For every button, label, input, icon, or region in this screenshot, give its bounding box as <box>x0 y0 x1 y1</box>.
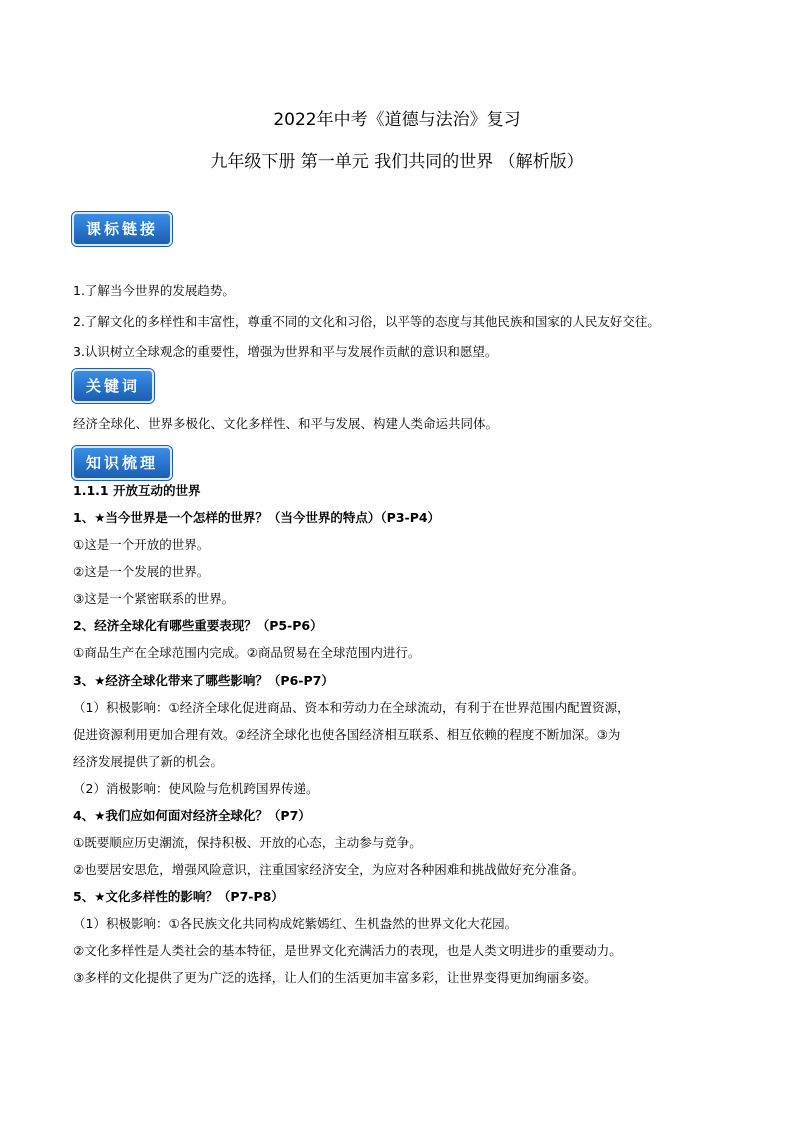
answer-line: ①这是一个开放的世界。 <box>73 537 210 552</box>
section-badge-guanjianci: 关键词 <box>72 369 154 403</box>
kebiao-item: 3.认识树立全球观念的重要性，增强为世界和平与发展作贡献的意识和愿望。 <box>73 344 498 359</box>
keywords-text: 经济全球化、世界多极化、文化多样性、和平与发展、构建人类命运共同体。 <box>73 416 499 431</box>
answer-line: （1）积极影响：①经济全球化促进商品、资本和劳动力在全球流动，有利于在世界范围内配置资源， <box>73 700 630 715</box>
answer-line: （2）消极影响：使风险与危机跨国界传递。 <box>73 781 319 796</box>
answer-line: 经济发展提供了新的机会。 <box>73 754 224 769</box>
answer-line: ②这是一个发展的世界。 <box>73 564 210 579</box>
section-badge-zhishi: 知识梳理 <box>72 446 172 480</box>
answer-line: ③这是一个紧密联系的世界。 <box>73 591 235 606</box>
kebiao-item: 2.了解文化的多样性和丰富性，尊重不同的文化和习俗，以平等的态度与其他民族和国家的人民友好交往。 <box>73 314 660 329</box>
answer-line: ①商品生产在全球范围内完成。②商品贸易在全球范围内进行。 <box>73 645 421 660</box>
lesson-heading: 1.1.1 开放互动的世界 <box>73 483 201 498</box>
answer-line: ③多样的文化提供了更为广泛的选择，让人们的生活更加丰富多彩，让世界变得更加绚丽多姿。 <box>73 970 597 985</box>
answer-line: ②文化多样性是人类社会的基本特征，是世界文化充满活力的表现，也是人类文明进步的重要动力。 <box>73 943 622 958</box>
answer-line: （1）积极影响：①各民族文化共同构成姹紫嫣红、生机盎然的世界文化大花园。 <box>73 916 518 931</box>
question-heading: 3、★经济全球化带来了哪些影响？（P6-P7） <box>73 673 334 688</box>
answer-line: ①既要顺应历史潮流，保持积极、开放的心态，主动参与竞争。 <box>73 835 422 850</box>
document-title: 2022年中考《道德与法治》复习 <box>273 110 521 130</box>
document-subtitle: 九年级下册 第一单元 我们共同的世界 （解析版） <box>210 152 584 172</box>
question-heading: 2、经济全球化有哪些重要表现？（P5-P6） <box>73 618 323 633</box>
question-heading: 1、★当今世界是一个怎样的世界？（当今世界的特点）（P3-P4） <box>73 510 441 525</box>
kebiao-item: 1.了解当今世界的发展趋势。 <box>73 283 235 298</box>
question-heading: 4、★我们应如何面对经济全球化？（P7） <box>73 808 311 823</box>
answer-line: 促进资源利用更加合理有效。②经济全球化也使各国经济相互联系、相互依赖的程度不断加深。③为 <box>73 727 621 742</box>
question-heading: 5、★文化多样性的影响？（P7-P8） <box>73 889 284 904</box>
section-badge-kebiao: 课标链接 <box>72 212 172 246</box>
answer-line: ②也要居安思危，增强风险意识，注重国家经济安全，为应对各种困难和挑战做好充分准备。 <box>73 862 585 877</box>
